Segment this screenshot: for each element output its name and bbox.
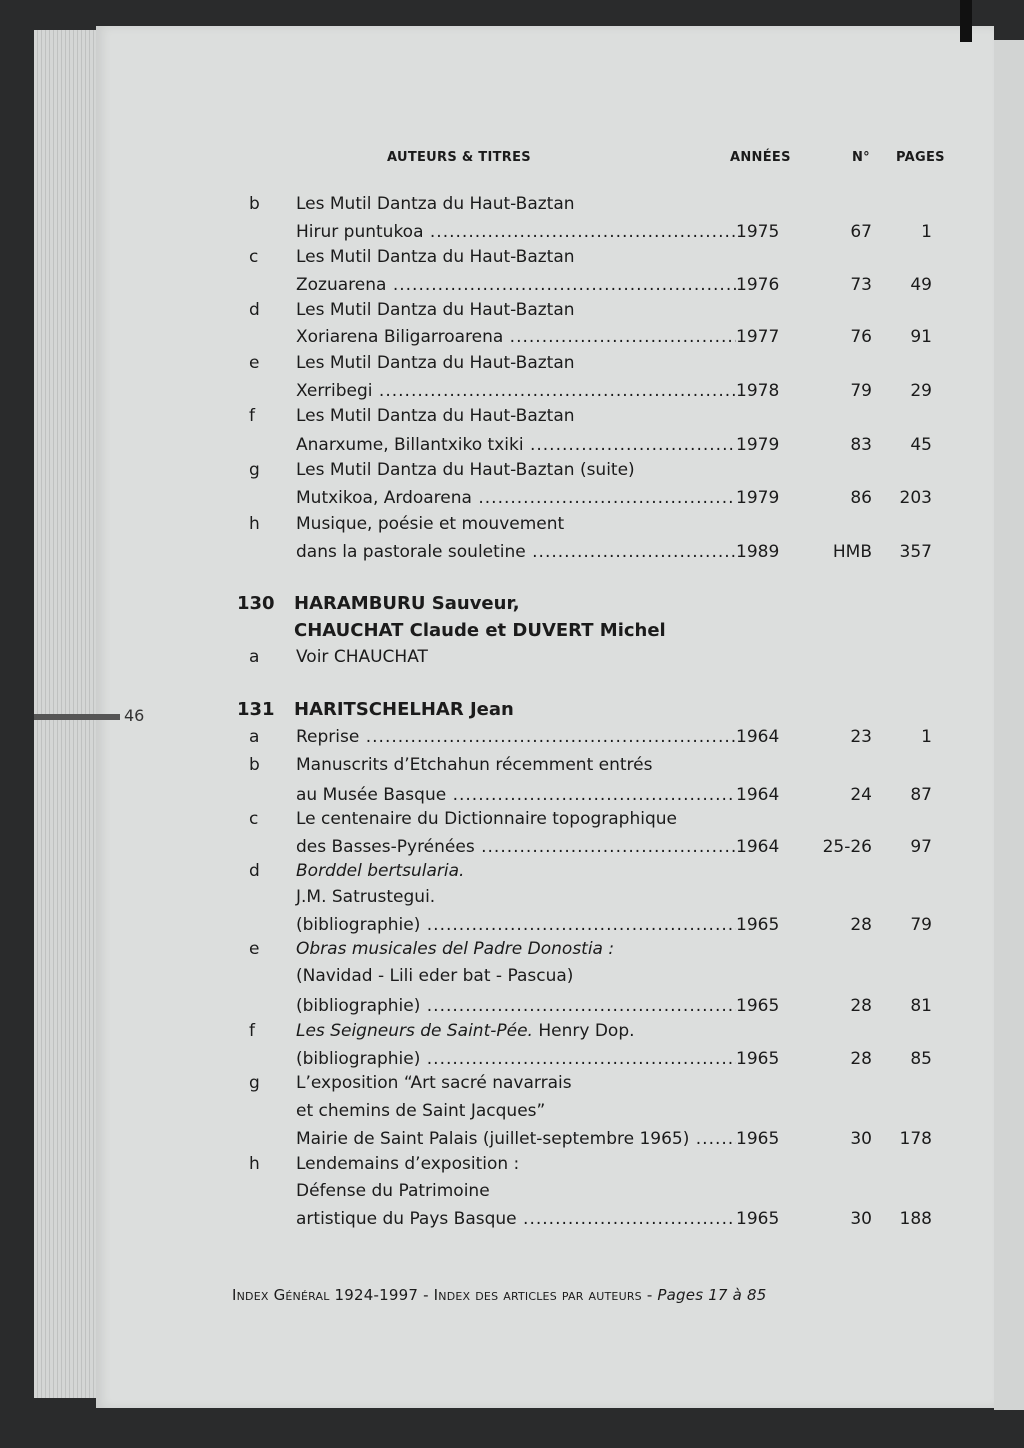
entry-letter: c <box>249 247 259 267</box>
entry-line <box>0 1098 1024 1124</box>
entry-title-author: Henry Dop. <box>532 1021 635 1041</box>
entry-line <box>0 219 1024 245</box>
header-numero: N° <box>852 150 870 165</box>
entry-year: 1964 <box>736 785 780 805</box>
entry-line <box>0 963 1024 989</box>
entry-line <box>0 1046 1024 1072</box>
entry-letter: a <box>249 647 260 667</box>
entry-letter: e <box>249 353 260 373</box>
entry-year: 1965 <box>736 1049 780 1069</box>
author-number: 130 <box>237 593 275 614</box>
entry-number: 73 <box>850 275 872 295</box>
entry-title: (bibliographie) ..... <box>296 1046 736 1072</box>
entry-title: Zozuarena ..... <box>296 272 736 298</box>
entry-title: artistique du Pays Basque ..... <box>296 1206 736 1232</box>
entry-title: Borddel bertsularia. <box>296 861 465 881</box>
entry-line <box>0 511 1024 537</box>
entry-line <box>0 1151 1024 1177</box>
entry-number: 67 <box>850 222 872 242</box>
binding-shadow <box>960 0 972 42</box>
entry-letter: e <box>249 939 260 959</box>
entry-title: Le centenaire du Dictionnaire topographique <box>296 809 677 829</box>
entry-line <box>0 350 1024 376</box>
entry-letter: g <box>249 1073 260 1093</box>
entry-line <box>0 1018 1024 1044</box>
entry-line <box>0 244 1024 270</box>
margin-page-number: 46 <box>124 706 145 725</box>
author-heading <box>0 591 1024 617</box>
entry-line <box>0 297 1024 323</box>
entry-title: au Musée Basque ..... <box>296 782 736 808</box>
entry-title: Les Mutil Dantza du Haut-Baztan <box>296 300 575 320</box>
entry-line <box>0 485 1024 511</box>
entry-title: Voir CHAUCHAT <box>296 647 428 667</box>
entry-line <box>0 272 1024 298</box>
entry-letter: h <box>249 1154 260 1174</box>
footer-section-title: Index des articles par auteurs <box>433 1286 642 1304</box>
entry-letter: f <box>249 406 255 426</box>
entry-line <box>0 936 1024 962</box>
entry-title: Xerribegi ..... <box>296 378 736 404</box>
entry-letter: b <box>249 755 260 775</box>
entry-title: Les Mutil Dantza du Haut-Baztan <box>296 247 575 267</box>
entry-page: 85 <box>910 1049 932 1069</box>
entry-page: 45 <box>910 435 932 455</box>
author-name: HARAMBURU Sauveur, <box>294 593 520 614</box>
entry-line <box>0 912 1024 938</box>
entry-page: 81 <box>910 996 932 1016</box>
entry-title: Musique, poésie et mouvement <box>296 514 565 534</box>
entry-line <box>0 1070 1024 1096</box>
entry-letter: d <box>249 300 260 320</box>
entry-number: 86 <box>850 488 872 508</box>
entry-number: 28 <box>850 1049 872 1069</box>
header-pages: PAGES <box>896 150 945 165</box>
entry-letter: h <box>249 514 260 534</box>
entry-line <box>0 378 1024 404</box>
entry-page: 1 <box>921 222 932 242</box>
entry-title: Reprise ..... <box>296 724 736 750</box>
entry-number: 28 <box>850 915 872 935</box>
entry-line <box>0 752 1024 778</box>
entry-year: 1965 <box>736 1129 780 1149</box>
entry-line <box>0 834 1024 860</box>
entry-title: Lendemains d’exposition : <box>296 1154 520 1174</box>
entry-letter: g <box>249 460 260 480</box>
entry-page: 79 <box>910 915 932 935</box>
entry-line <box>0 993 1024 1019</box>
entry-line <box>0 724 1024 750</box>
entry-title: (bibliographie) ..... <box>296 993 736 1019</box>
author-name: HARITSCHELHAR Jean <box>294 699 514 720</box>
entry-page: 188 <box>899 1209 932 1229</box>
entry-title: L’exposition “Art sacré navarrais <box>296 1073 572 1093</box>
entry-title: dans la pastorale souletine ..... <box>296 539 736 565</box>
entry-title: Les Mutil Dantza du Haut-Baztan <box>296 353 575 373</box>
entry-page: 1 <box>921 727 932 747</box>
footer-separator: - <box>641 1286 658 1304</box>
entry-line <box>0 644 1024 670</box>
entry-number: HMB <box>832 542 872 562</box>
entry-letter: b <box>249 194 260 214</box>
entry-title: (bibliographie) ..... <box>296 912 736 938</box>
entry-page: 91 <box>910 327 932 347</box>
entry-title <box>296 1018 635 1044</box>
entry-year: 1975 <box>736 222 780 242</box>
entry-line <box>0 539 1024 565</box>
author-number: 131 <box>237 699 275 720</box>
entry-line <box>0 403 1024 429</box>
author-heading-continued <box>0 618 1024 644</box>
entry-page: 87 <box>910 785 932 805</box>
entry-line <box>0 191 1024 217</box>
entry-title: Défense du Patrimoine <box>296 1181 490 1201</box>
entry-year: 1964 <box>736 727 780 747</box>
entry-line <box>0 858 1024 884</box>
entry-letter: a <box>249 727 260 747</box>
entry-number: 79 <box>850 381 872 401</box>
entry-title: Mairie de Saint Palais (juillet-septembre 1965) ..... <box>296 1126 736 1152</box>
page-footer <box>232 1286 972 1308</box>
entry-page: 178 <box>899 1129 932 1149</box>
entry-page: 97 <box>910 837 932 857</box>
entry-page: 49 <box>910 275 932 295</box>
entry-line <box>0 1178 1024 1204</box>
entry-title: J.M. Satrustegui. <box>296 887 436 907</box>
entry-number: 30 <box>850 1129 872 1149</box>
entry-page: 357 <box>899 542 932 562</box>
entry-title: Hirur puntukoa ..... <box>296 219 736 245</box>
entry-number: 30 <box>850 1209 872 1229</box>
entry-line <box>0 457 1024 483</box>
entry-year: 1965 <box>736 1209 780 1229</box>
entry-year: 1965 <box>736 915 780 935</box>
entry-number: 24 <box>850 785 872 805</box>
footer-page-range: Pages 17 à 85 <box>657 1286 767 1304</box>
entry-letter: f <box>249 1021 255 1041</box>
entry-title: Obras musicales del Padre Donostia : <box>296 939 615 959</box>
entry-title: (Navidad - Lili eder bat - Pascua) <box>296 966 574 986</box>
entry-title: et chemins de Saint Jacques” <box>296 1101 546 1121</box>
entry-title: Anarxume, Billantxiko txiki ..... <box>296 432 736 458</box>
footer-index-title: Index Général <box>232 1286 330 1304</box>
entry-title: Manuscrits d’Etchahun récemment entrés <box>296 755 653 775</box>
header-auteurs-titres: AUTEURS & TITRES <box>387 150 531 165</box>
author-heading <box>0 697 1024 723</box>
entry-title: Les Mutil Dantza du Haut-Baztan (suite) <box>296 460 635 480</box>
entry-year: 1978 <box>736 381 780 401</box>
entry-line <box>0 884 1024 910</box>
entry-number: 23 <box>850 727 872 747</box>
entry-number: 76 <box>850 327 872 347</box>
entry-letter: d <box>249 861 260 881</box>
column-header <box>0 150 1024 170</box>
entry-page: 29 <box>910 381 932 401</box>
entry-letter: c <box>249 809 259 829</box>
entry-year: 1979 <box>736 435 780 455</box>
entry-line <box>0 432 1024 458</box>
entry-line <box>0 1206 1024 1232</box>
entry-page: 203 <box>899 488 932 508</box>
header-annees: ANNÉES <box>730 150 791 165</box>
entry-year: 1977 <box>736 327 780 347</box>
entry-year: 1976 <box>736 275 780 295</box>
entry-year: 1989 <box>736 542 780 562</box>
entry-year: 1979 <box>736 488 780 508</box>
entry-line <box>0 1126 1024 1152</box>
entry-title: Les Mutil Dantza du Haut-Baztan <box>296 406 575 426</box>
entry-number: 83 <box>850 435 872 455</box>
entry-line <box>0 324 1024 350</box>
entry-title-italic: Les Seigneurs de Saint-Pée. <box>296 1021 533 1041</box>
entry-line <box>0 806 1024 832</box>
entry-line <box>0 782 1024 808</box>
entry-title: Les Mutil Dantza du Haut-Baztan <box>296 194 575 214</box>
author-name: CHAUCHAT Claude et DUVERT Michel <box>294 620 666 641</box>
entry-title: des Basses-Pyrénées ..... <box>296 834 736 860</box>
footer-years: 1924-1997 - <box>329 1286 434 1304</box>
entry-year: 1965 <box>736 996 780 1016</box>
entry-year: 1964 <box>736 837 780 857</box>
entry-title: Xoriarena Biligarroarena ..... <box>296 324 736 350</box>
entry-number: 25-26 <box>822 837 872 857</box>
entry-number: 28 <box>850 996 872 1016</box>
entry-title: Mutxikoa, Ardoarena ..... <box>296 485 736 511</box>
